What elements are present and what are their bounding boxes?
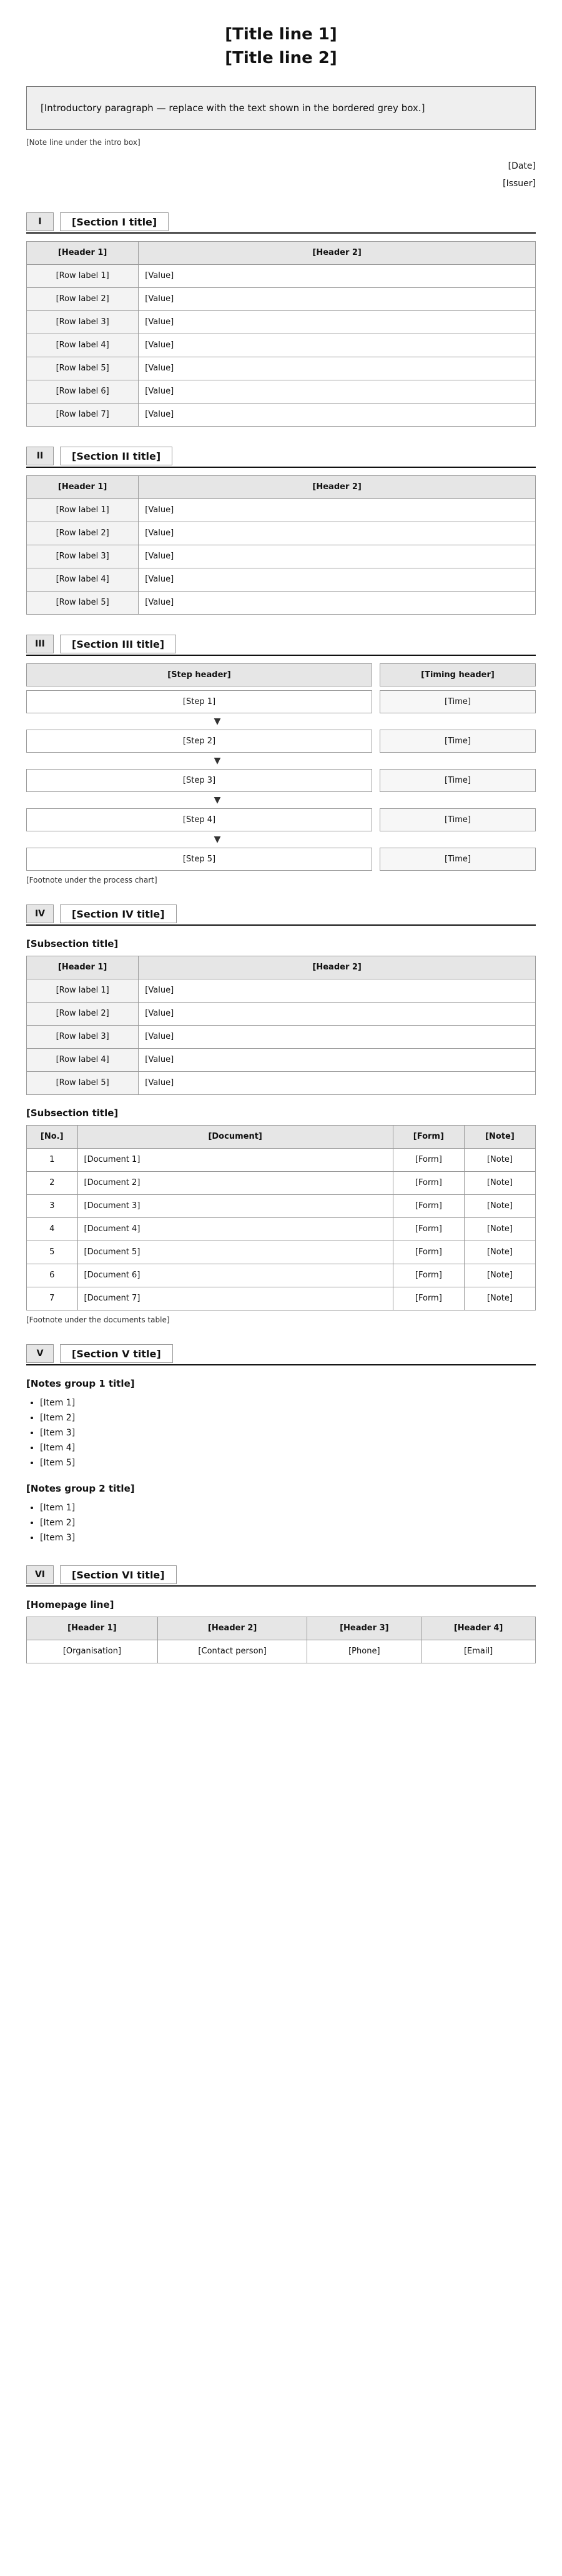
section-title: [Section IV title] [60, 904, 177, 923]
documents-note: [Footnote under the documents table] [26, 1315, 170, 1324]
doc-form: [Form] [393, 1195, 464, 1218]
table-row [27, 568, 536, 592]
notes-group-title: [Notes group 2 title] [26, 1483, 135, 1494]
row-value: [Value] [139, 1003, 536, 1026]
doc-form: [Form] [393, 1172, 464, 1195]
doc-form: [Form] [393, 1218, 464, 1241]
table-header: [Header 2] [157, 1617, 307, 1640]
row-label: [Row label 7] [27, 404, 139, 427]
section-number: VI [26, 1565, 54, 1584]
table-row [27, 545, 536, 568]
row-label: [Row label 5] [27, 357, 139, 380]
table-header: [Header 2] [139, 476, 536, 499]
documents-subtitle: [Subsection title] [26, 1107, 119, 1119]
notes-list [26, 1500, 536, 1545]
table-row [27, 1172, 536, 1195]
doc-name: [Document 2] [77, 1172, 393, 1195]
row-value: [Value] [139, 265, 536, 288]
doc-number: 4 [27, 1218, 78, 1241]
section-5-header [26, 1343, 536, 1365]
issue-block [26, 157, 536, 192]
row-value: [Value] [139, 522, 536, 545]
doc-name: [Document 1] [77, 1149, 393, 1172]
section-title: [Section VI title] [60, 1565, 177, 1584]
table-header: [Document] [77, 1126, 393, 1149]
list-item: • [Item 1] [40, 1395, 536, 1410]
table-row [27, 404, 536, 427]
table-row [27, 1287, 536, 1310]
doc-note: [Note] [464, 1241, 535, 1264]
arrow-down-icon: ▼ [214, 835, 221, 845]
list-item: • [Item 1] [40, 1500, 536, 1515]
list-item: • [Item 2] [40, 1515, 536, 1530]
row-value: [Value] [139, 1026, 536, 1049]
doc-number: 1 [27, 1149, 78, 1172]
issue-date: [Date] [508, 161, 536, 171]
process-note: [Footnote under the process chart] [26, 876, 157, 884]
contact-table [26, 1617, 536, 1663]
table-header: [Header 1] [27, 242, 139, 265]
doc-form: [Form] [393, 1287, 464, 1310]
intro-note: [Note line under the intro box] [26, 138, 140, 147]
doc-note: [Note] [464, 1218, 535, 1241]
doc-form: [Form] [393, 1264, 464, 1287]
arrow-down-icon: ▼ [214, 756, 221, 766]
process-step: [Step 3] [26, 769, 372, 792]
row-value: [Value] [139, 380, 536, 404]
doc-number: 6 [27, 1264, 78, 1287]
row-value: [Value] [139, 404, 536, 427]
section-number: III [26, 635, 54, 653]
doc-note: [Note] [464, 1287, 535, 1310]
contact-person: [Contact person] [157, 1640, 307, 1663]
row-label: [Row label 4] [27, 568, 139, 592]
row-label: [Row label 4] [27, 1049, 139, 1072]
process-step: [Step 1] [26, 690, 372, 713]
table-row [27, 499, 536, 522]
process-step: [Step 5] [26, 848, 372, 871]
notes-list [26, 1395, 536, 1470]
table-header: [Header 1] [27, 1617, 158, 1640]
process-time: [Time] [380, 848, 536, 871]
table-row [27, 380, 536, 404]
section-4-header [26, 903, 536, 926]
table-row [27, 1640, 536, 1663]
section-1-header [26, 211, 536, 234]
list-item: • [Item 4] [40, 1440, 536, 1455]
row-value: [Value] [139, 568, 536, 592]
row-value: [Value] [139, 499, 536, 522]
row-label: [Row label 5] [27, 592, 139, 615]
section-title: [Section III title] [60, 635, 176, 653]
row-label: [Row label 5] [27, 1072, 139, 1095]
table-header: [No.] [27, 1126, 78, 1149]
process-time: [Time] [380, 730, 536, 753]
list-item: • [Item 5] [40, 1455, 536, 1470]
table-header: [Header 3] [307, 1617, 422, 1640]
doc-form: [Form] [393, 1241, 464, 1264]
section-number: IV [26, 904, 54, 923]
table-row [27, 1218, 536, 1241]
process-row [26, 690, 536, 713]
process-step-header: [Step header] [26, 663, 372, 686]
table-header: [Header 1] [27, 956, 139, 979]
process-row [26, 769, 536, 792]
doc-name: [Document 6] [77, 1264, 393, 1287]
section-title: [Section V title] [60, 1344, 173, 1363]
doc-note: [Note] [464, 1172, 535, 1195]
arrow-down-icon: ▼ [214, 716, 221, 726]
doc-note: [Note] [464, 1264, 535, 1287]
table-row [27, 1195, 536, 1218]
row-label: [Row label 3] [27, 545, 139, 568]
table-row [27, 522, 536, 545]
table-row [27, 979, 536, 1003]
row-value: [Value] [139, 545, 536, 568]
issuer-name: [Issuer] [503, 179, 536, 189]
process-header-row [26, 663, 536, 686]
row-value: [Value] [139, 1072, 536, 1095]
doc-number: 7 [27, 1287, 78, 1310]
row-label: [Row label 1] [27, 265, 139, 288]
process-step: [Step 2] [26, 730, 372, 753]
table-row [27, 311, 536, 334]
page-title [26, 22, 536, 70]
doc-name: [Document 4] [77, 1218, 393, 1241]
support-table [26, 475, 536, 615]
row-value: [Value] [139, 334, 536, 357]
table-header: [Note] [464, 1126, 535, 1149]
arrow-down-icon: ▼ [214, 795, 221, 805]
title-line-1: [Title line 1] [225, 25, 337, 44]
table-row [27, 1241, 536, 1264]
row-label: [Row label 2] [27, 288, 139, 311]
row-value: [Value] [139, 311, 536, 334]
row-label: [Row label 6] [27, 380, 139, 404]
section-3-header [26, 633, 536, 656]
row-label: [Row label 1] [27, 499, 139, 522]
doc-number: 5 [27, 1241, 78, 1264]
title-line-2: [Title line 2] [225, 49, 337, 67]
doc-note: [Note] [464, 1149, 535, 1172]
section-6-header [26, 1564, 536, 1587]
row-label: [Row label 2] [27, 1003, 139, 1026]
row-value: [Value] [139, 288, 536, 311]
table-row [27, 288, 536, 311]
table-header: [Form] [393, 1126, 464, 1149]
process-time: [Time] [380, 690, 536, 713]
application-table [26, 956, 536, 1095]
list-item: • [Item 3] [40, 1530, 536, 1545]
section-number: I [26, 212, 54, 231]
table-header: [Header 2] [139, 956, 536, 979]
doc-name: [Document 7] [77, 1287, 393, 1310]
row-value: [Value] [139, 1049, 536, 1072]
row-label: [Row label 1] [27, 979, 139, 1003]
section-title: [Section II title] [60, 447, 172, 465]
documents-table [26, 1125, 536, 1310]
row-label: [Row label 4] [27, 334, 139, 357]
process-time-header: [Timing header] [380, 663, 536, 686]
doc-name: [Document 3] [77, 1195, 393, 1218]
table-row [27, 1003, 536, 1026]
homepage-line: [Homepage line] [26, 1599, 114, 1610]
row-label: [Row label 3] [27, 1026, 139, 1049]
doc-number: 2 [27, 1172, 78, 1195]
row-label: [Row label 2] [27, 522, 139, 545]
doc-number: 3 [27, 1195, 78, 1218]
row-value: [Value] [139, 979, 536, 1003]
table-row [27, 1049, 536, 1072]
table-row [27, 334, 536, 357]
section-number: V [26, 1344, 54, 1363]
contact-email: [Email] [422, 1640, 536, 1663]
notes-group-title: [Notes group 1 title] [26, 1378, 135, 1389]
table-row [27, 1072, 536, 1095]
list-item: • [Item 2] [40, 1410, 536, 1425]
application-subtitle: [Subsection title] [26, 938, 119, 949]
table-header: [Header 4] [422, 1617, 536, 1640]
table-row [27, 1149, 536, 1172]
doc-form: [Form] [393, 1149, 464, 1172]
doc-note: [Note] [464, 1195, 535, 1218]
table-row [27, 265, 536, 288]
section-number: II [26, 447, 54, 465]
list-item: • [Item 3] [40, 1425, 536, 1440]
process-step: [Step 4] [26, 808, 372, 831]
process-row [26, 808, 536, 831]
process-row [26, 848, 536, 871]
overview-table [26, 241, 536, 427]
row-value: [Value] [139, 592, 536, 615]
process-time: [Time] [380, 769, 536, 792]
table-row [27, 1026, 536, 1049]
section-title: [Section I title] [60, 212, 169, 231]
contact-org: [Organisation] [27, 1640, 158, 1663]
section-2-header [26, 445, 536, 468]
intro-box [26, 86, 536, 130]
table-row [27, 1264, 536, 1287]
contact-phone: [Phone] [307, 1640, 422, 1663]
row-label: [Row label 3] [27, 311, 139, 334]
process-time: [Time] [380, 808, 536, 831]
table-header: [Header 2] [139, 242, 536, 265]
process-row [26, 730, 536, 753]
doc-name: [Document 5] [77, 1241, 393, 1264]
table-row [27, 357, 536, 380]
row-value: [Value] [139, 357, 536, 380]
table-header: [Header 1] [27, 476, 139, 499]
table-row [27, 592, 536, 615]
intro-text: [Introductory paragraph — replace with the text shown in the bordered grey box.] [41, 102, 425, 114]
